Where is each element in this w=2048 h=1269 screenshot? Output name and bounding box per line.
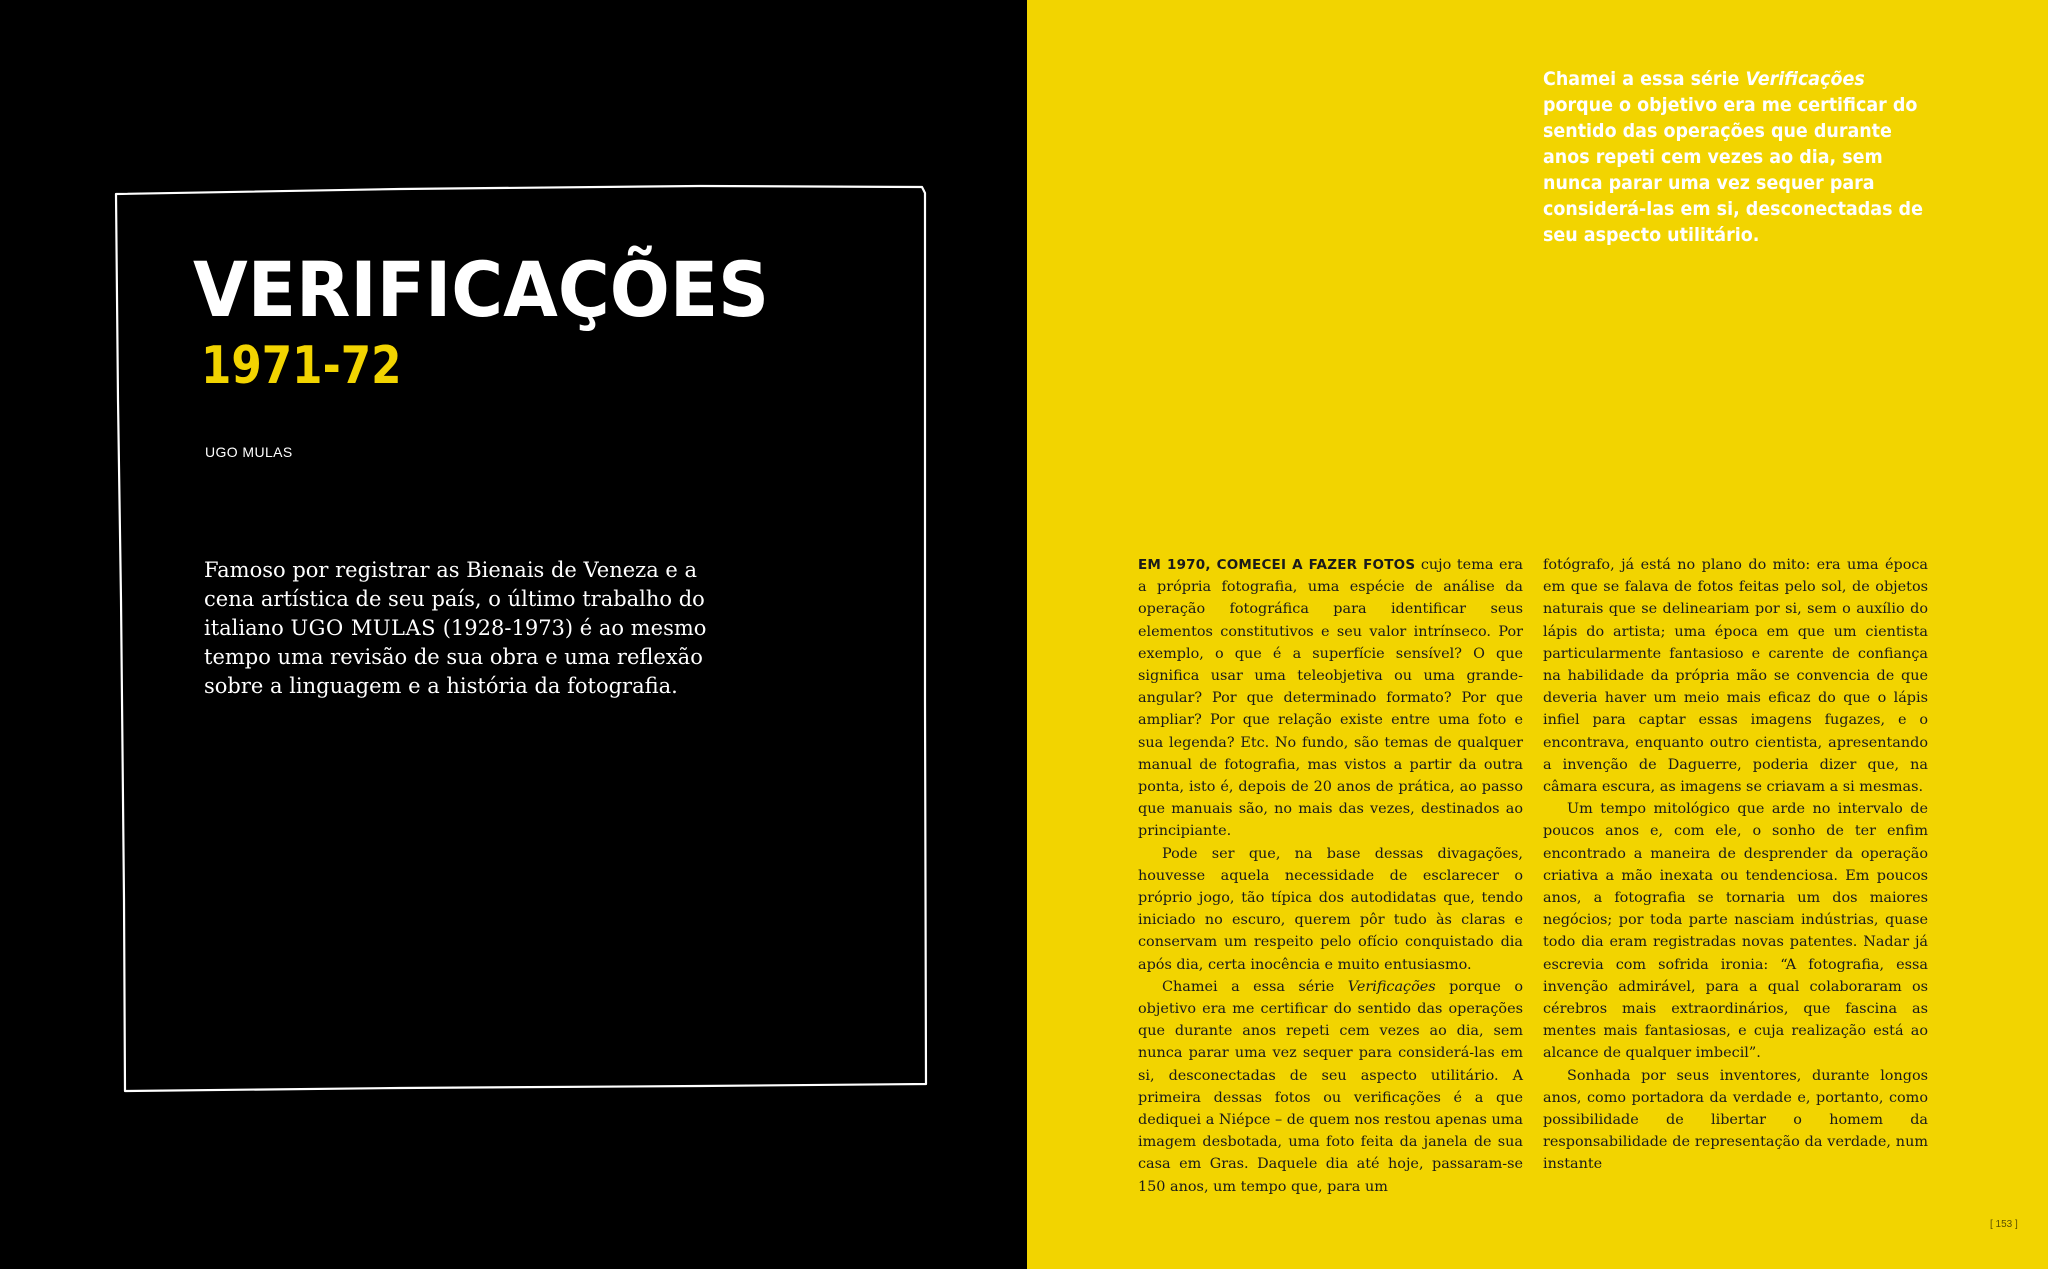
- intro-text-part1: Famoso por registrar as Bienais de Veneza e a cena artística de seu país, o último trabalho do italiano: [204, 558, 705, 640]
- article-years: 1971-72: [201, 336, 402, 396]
- column1-paragraph-3: [1138, 976, 1523, 1198]
- lead-in: EM 1970, COMECEI A FAZER FOTOS: [1138, 557, 1416, 573]
- intro-text: [204, 556, 734, 701]
- pull-quote-italic: Verificações: [1745, 68, 1865, 90]
- pull-quote-after: porque o objetivo era me certificar do sentido das operações que durante anos repeti cem vezes ao dia, sem nunca parar uma vez sequer para considerá-las em si, desconectadas de seu aspecto utilitário.: [1543, 94, 1923, 246]
- author-name: UGO MULAS: [205, 444, 293, 460]
- body-column-1: [1138, 554, 1523, 1198]
- intro-text-part2: (1928-1973) é ao mesmo tempo uma revisão de sua obra e uma reflexão sobre a linguagem e a história da fotografia.: [204, 616, 707, 698]
- column1-paragraph-3-before: Chamei a essa série: [1162, 978, 1348, 995]
- column2-paragraph-3: Sonhada por seus inventores, durante longos anos, como portadora da verdade e, portanto, como possibilidade de libertar o homem da responsabilidade de representação da verdade, num instante: [1543, 1067, 1928, 1173]
- article-title: VERIFICAÇÕES: [193, 245, 770, 334]
- body-column-2: [1543, 554, 1928, 1176]
- column1-paragraph-1: [1138, 554, 1523, 843]
- pull-quote: [1543, 66, 1929, 248]
- column1-paragraph-3-after: porque o objetivo era me certificar do sentido das operações que durante anos repeti cem vezes ao dia, sem nunca parar uma vez sequer para considerá-las em si, desconectadas de seu aspecto utilitário. A primeira dessas fotos ou verificações é a que dediquei a Niépce – de quem nos restou apenas uma imagem desbotada, uma foto feita da janela de sua casa em Gras. Daquele dia até hoje, passaram-se 150 anos, um tempo que, para um: [1138, 978, 1523, 1195]
- column1-paragraph-1-text: cujo tema era a própria fotografia, uma espécie de análise da operação fotográfica para identificar seus elementos constitutivos e seu valor intrínseco. Por exemplo, o que é a superfície sensível? O que significa usar uma teleobjetiva ou uma grande-angular? Por que determinado formato? Por que ampliar? Por que relação existe entre uma foto e sua legenda? Etc. No fundo, são temas de qualquer manual de fotografia, mas vistos a partir da outra ponta, isto é, depois de 20 anos de prática, ao passo que manuais são, no mais das vezes, destinados ao principiante.: [1138, 557, 1523, 840]
- page-number: [ 153 ]: [1990, 1219, 2018, 1230]
- column2-paragraph-1: fotógrafo, já está no plano do mito: era uma época em que se falava de fotos feitas pelo sol, de objetos naturais que se delineariam por si, sem o auxílio do lápis do artista; uma época em que um cientista particularmente fantasioso e carente de confiança na habilidade da própria mão se convencia de que deveria haver um meio mais eficaz do que o lápis infiel para captar essas imagens fugazes, e o encontrava, enquanto outro cientista, apresentando a invenção de Daguerre, poderia dizer que, na câmara escura, as imagens se criavam a si mesmas.: [1543, 557, 1928, 796]
- column2-paragraph-2: Um tempo mitológico que arde no intervalo de poucos anos e, com ele, o sonho de ter enfim encontrado a maneira de desprender da operação criativa a mão inexata ou tendenciosa. Em poucos anos, a fotografia se tornaria um dos maiores negócios; por toda parte nasciam indústrias, quase todo dia eram registradas novas patentes. Nadar já escrevia com sofrida ironia: “A fotografia, essa invenção admirável, para a qual colaboraram os cérebros mais extraordinários, que fascina as mentes mais fantasiosas, e cuja realização está ao alcance de qualquer imbecil”.: [1543, 801, 1928, 1062]
- column1-paragraph-3-italic: Verificações: [1347, 978, 1436, 995]
- column1-paragraph-2: Pode ser que, na base dessas divagações, houvesse aquela necessidade de esclarecer o próprio jogo, tão típica dos autodidatas que, tendo iniciado no escuro, querem pôr tudo às claras e conservam um respeito pelo ofício conquistado dia após dia, certa inocência e muito entusiasmo.: [1138, 845, 1523, 973]
- pull-quote-before: Chamei a essa série: [1543, 68, 1746, 90]
- intro-author-name: UGO MULAS: [290, 616, 437, 640]
